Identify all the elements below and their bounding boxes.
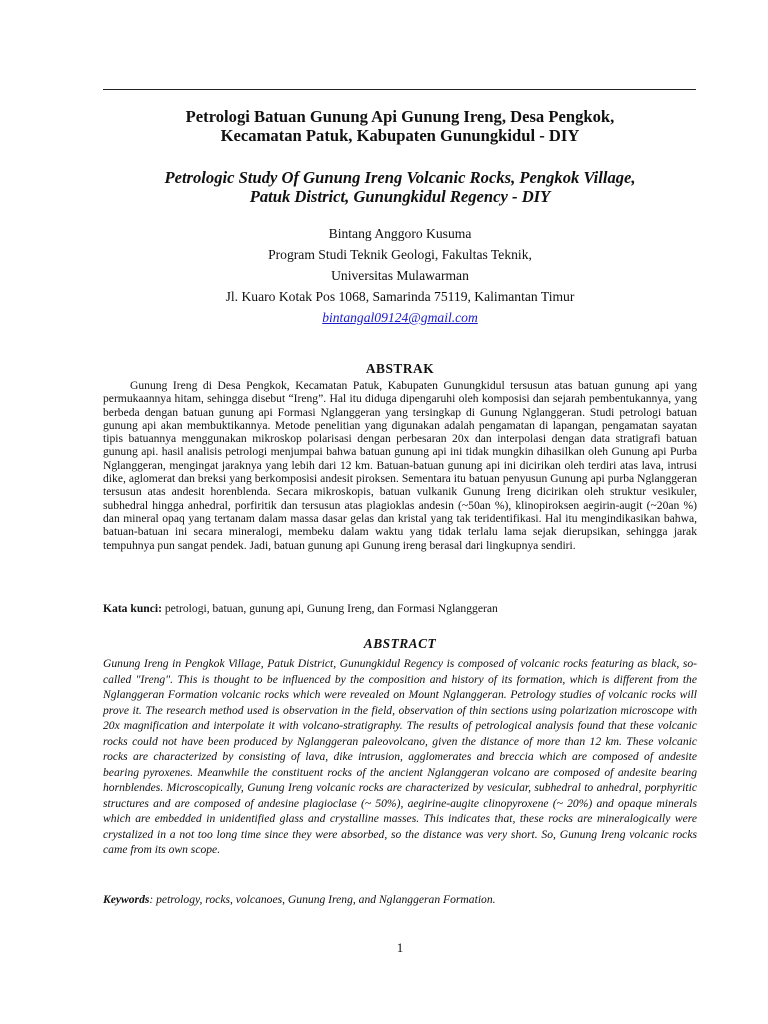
kata-kunci-label: Kata kunci:	[103, 602, 162, 615]
abstract-heading: ABSTRACT	[363, 636, 437, 651]
email-line	[100, 308, 700, 328]
abstrak-body	[103, 379, 697, 552]
address: Jl. Kuaro Kotak Pos 1068, Samarinda 75119, Kalimantan Timur	[225, 289, 575, 304]
kata-kunci-text: petrologi, batuan, gunung api, Gunung Ireng, dan Formasi Nglanggeran	[161, 602, 498, 615]
affiliation-line-1: Program Studi Teknik Geologi, Fakultas Teknik,	[268, 247, 532, 262]
keywords-text: : petrology, rocks, volcanoes, Gunung Ireng, and Nglanggeran Formation.	[149, 893, 496, 906]
abstrak-paragraph: Gunung Ireng di Desa Pengkok, Kecamatan Patuk, Kabupaten Gunungkidul tersusun atas batuan gunung api yang permukaannya hitam, sehingga disebut “Ireng”. Hal itu diduga dipengaruhi oleh komposisi dan sejarah pembentukannya, yang berbeda dengan batuan gunung api Formasi Nglanggeran yang tersingkap di Gunung Nglanggeran. Studi petrologi batuan gunung api akan membuktikannya. Metode penelitian yang digunakan adalah pengamatan di lapangan, pengamatan sayatan tipis batuannya menggunakan mikroskop polarisasi dengan perbesaran 20x dan interpolasi dengan data stratigrafi batuan gunung api. hasil analisis petrologi menjumpai bahwa batuan gunung api ini tidak mungkin dihasilkan oleh Gunung api Purba Nglanggeran, mengingat jaraknya yang lebih dari 12 km. Batuan-batuan gunung api ini dicirikan oleh terdiri atas lava, intrusi dike, aglomerat dan breksi yang berkomposisi andesit piroksen. Sementara itu batuan penyusun Gunung api purba Nglanggeran tersusun atas andesit horenblenda. Secara mikroskopis, batuan vulkanik Gunung Ireng dicirikan oleh struktur vesikuler, subhedral hingga anhedral, porfiritik dan tersusun atas plagioklas andesin (~50an %), klinopiroksen aegirin-augit (~20an %) dan mineral opaq yang tertanam dalam massa dasar gelas dan kristal yang tak teridentifikasi. Hal itu mengindikasikan bahwa, batuan-batuan ini secara mineralogi, membeku dalam waktu yang tidak terlalu lama sejak dierupsikan, sehingga jarak tempuhnya pun sangat pendek. Jadi, batuan gunung api Gunung ireng berasal dari lingkupnya sendiri.	[103, 379, 697, 552]
kata-kunci-line	[103, 602, 697, 616]
abstrak-heading: ABSTRAK	[365, 361, 435, 376]
author-email-link[interactable]: bintangal09124@gmail.com	[322, 310, 478, 325]
keywords-label: Keywords	[103, 893, 150, 906]
keywords-line	[103, 893, 697, 907]
page-number: 1	[396, 940, 404, 955]
title-indonesian-line-2: Kecamatan Patuk, Kabupaten Gunungkidul - DIY	[220, 126, 580, 145]
abstract-body	[103, 656, 697, 858]
title-english-line-1: Petrologic Study Of Gunung Ireng Volcanic Rocks, Pengkok Village,	[164, 168, 636, 187]
title-indonesian-line-1: Petrologi Batuan Gunung Api Gunung Ireng, Desa Pengkok,	[185, 107, 615, 126]
title-english-line-2: Patuk District, Gunungkidul Regency - DIY	[249, 187, 551, 206]
affiliation-line-2: Universitas Mulawarman	[331, 268, 469, 283]
header-rule	[103, 89, 696, 90]
abstract-paragraph: Gunung Ireng in Pengkok Village, Patuk District, Gunungkidul Regency is composed of volcanic rocks featuring as black, so-called "Ireng". This is thought to be influenced by the composition and history of its formation, which is different from the Nglanggeran Formation volcanic rocks which were revealed on Mount Nglanggeran. Petrology studies of volcanic rocks will prove it. The research method used is observation in the field, observation of thin sections using polarization microscope with 20x magnification and interpolate it with volcano-stratigraphy. The results of petrological analysis found that these volcanic rocks could not have been produced by Nglanggeran paleovolcano, given the distance of more than 12 km. These volcanic rocks are characterized by consisting of lava, dike intrusion, agglomerates and breccia which are composed of andesite bearing pyroxenes. Meanwhile the constituent rocks of the ancient Nglanggeran volcano are composed of andesite bearing hornblendes. Microscopically, Gunung Ireng volcanic rocks are characterized by vesicular, subhedral to anhedral, porphyritic structures and are composed of andesine plagioclase (~ 50%), aegirine-augite clinopyroxene (~ 20%) and opaque minerals which are embedded in unidentified glass and crystalline masses. This indicates that, these rocks are mineralogically were crystalized in a not too long time since they were absorbed, so the distance was very short. So, Gunung Ireng volcanic rocks came from its own scope.	[103, 657, 697, 856]
author-name: Bintang Anggoro Kusuma	[328, 226, 472, 241]
